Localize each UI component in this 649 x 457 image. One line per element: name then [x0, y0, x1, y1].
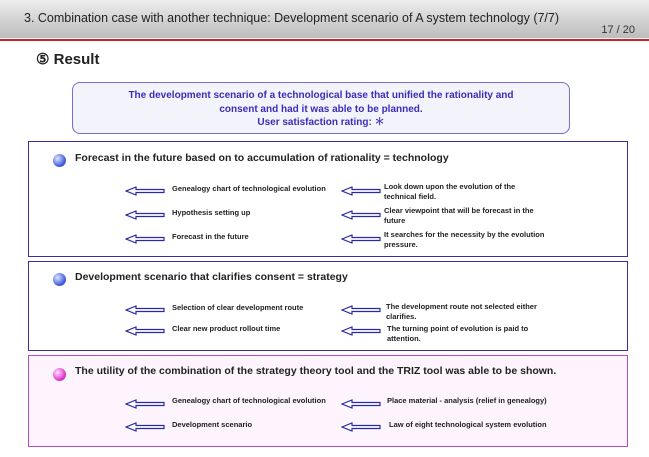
strategy-box: [28, 261, 628, 351]
list-item: Law of eight technological system evolution: [389, 420, 547, 429]
box-title: Forecast in the future based on to accumulation of rationality = technology: [75, 152, 449, 164]
summary-line-3: User satisfaction rating: ＊: [257, 117, 385, 128]
left-arrow-icon: [341, 210, 381, 220]
left-arrow-icon: [125, 399, 165, 409]
utility-box: [28, 355, 628, 447]
list-item: Hypothesis setting up: [172, 208, 251, 217]
list-item: The turning point of evolution is paid to attention.: [387, 324, 529, 343]
summary-line-2: consent and had it was able to be planned.: [219, 103, 423, 115]
box-title: The utility of the combination of the strategy theory tool and the TRIZ tool was able to be shown.: [75, 365, 557, 377]
list-item: It searches for the necessity by the evolution pressure.: [384, 230, 545, 249]
left-arrow-icon: [341, 186, 381, 196]
list-item: Selection of clear development route: [172, 303, 304, 312]
list-item: Look down upon the evolution of the technical field.: [384, 182, 516, 201]
summary-line-1: The development scenario of a technological base that unified the rationality and: [128, 90, 514, 101]
list-item: The development route not selected either clarifies.: [386, 302, 537, 321]
list-item: Genealogy chart of technological evolution: [172, 184, 326, 193]
summary-box: [72, 82, 570, 134]
left-arrow-icon: [125, 305, 165, 315]
blue-sphere-icon: [53, 273, 66, 286]
list-item: Clear new product rollout time: [172, 324, 281, 333]
list-item: Genealogy chart of technological evolution: [172, 396, 326, 405]
header-divider: [0, 39, 649, 41]
left-arrow-icon: [125, 326, 165, 336]
section-title: Result: [53, 51, 100, 68]
list-item: Forecast in the future: [172, 232, 249, 241]
list-item: Clear viewpoint that will be forecast in the future: [384, 206, 534, 225]
header-bar: [0, 0, 649, 38]
left-arrow-icon: [125, 234, 165, 244]
left-arrow-icon: [341, 305, 381, 315]
left-arrow-icon: [125, 210, 165, 220]
section-number: ⑤: [36, 51, 50, 68]
forecast-box: [28, 141, 628, 257]
left-arrow-icon: [341, 326, 381, 336]
left-arrow-icon: [125, 422, 165, 432]
left-arrow-icon: [341, 399, 381, 409]
slide-title: 3. Combination case with another technique: Development scenario of A system technology (7/7): [24, 11, 560, 25]
left-arrow-icon: [341, 234, 381, 244]
left-arrow-icon: [341, 422, 381, 432]
list-item: Development scenario: [172, 420, 253, 429]
pink-sphere-icon: [53, 368, 66, 381]
list-item: Place material - analysis (relief in genealogy): [387, 396, 547, 405]
left-arrow-icon: [125, 186, 165, 196]
page-number: 17 / 20: [601, 24, 635, 36]
section-heading: [36, 50, 99, 68]
blue-sphere-icon: [53, 154, 66, 167]
box-title: Development scenario that clarifies consent = strategy: [75, 271, 348, 283]
